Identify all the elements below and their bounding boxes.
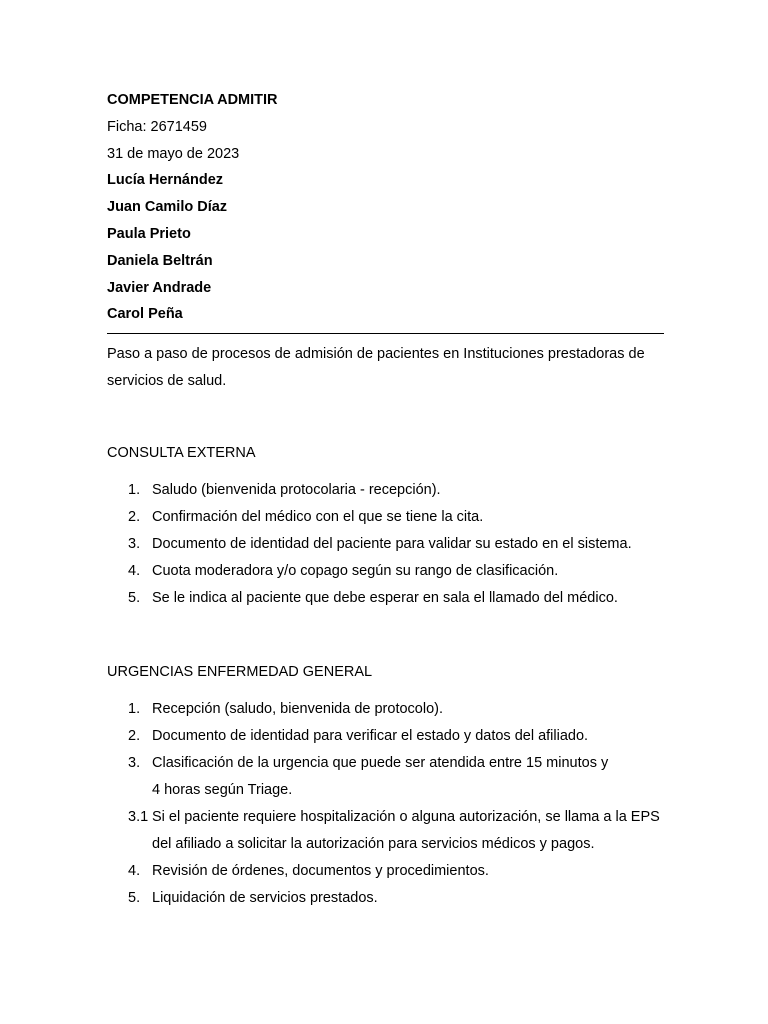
list-item [107, 723, 667, 750]
author-name: Javier Andrade [107, 279, 212, 296]
header-divider [107, 333, 664, 334]
list-item-text: Saludo (bienvenida protocolaria - recepción). [152, 482, 441, 498]
list-item [107, 858, 667, 885]
list-item [107, 750, 667, 804]
list-item-number: 5. [128, 590, 141, 606]
list-item-text: Liquidación de servicios prestados. [152, 890, 378, 906]
list-item-text: Revisión de órdenes, documentos y procedimientos. [152, 863, 489, 879]
list-item-text: Se le indica al paciente que debe esperar en sala el llamado del médico. [152, 590, 618, 606]
list-item-text: Cuota moderadora y/o copago según su rango de clasificación. [152, 563, 559, 579]
list-item-number: 3. [128, 536, 141, 552]
list-item [107, 504, 667, 531]
intro-paragraph: Paso a paso de procesos de admisión de pacientes en Instituciones prestadoras de servicios de salud. [107, 346, 645, 389]
author-name: Carol Peña [107, 306, 183, 323]
section-title-urgencias: URGENCIAS ENFERMEDAD GENERAL [107, 664, 373, 680]
document-header [107, 90, 664, 331]
list-item-number: 1. [128, 701, 141, 717]
steps-list-urgencias [107, 696, 667, 912]
ficha-number: Ficha: 2671459 [107, 118, 207, 135]
list-item-number: 4. [128, 563, 141, 579]
author-name: Juan Camilo Díaz [107, 199, 228, 216]
list-item [107, 696, 667, 723]
list-item-number: 2. [128, 509, 141, 525]
list-item-number: 1. [128, 482, 141, 498]
list-item-number: 4. [128, 863, 141, 879]
list-item [107, 477, 667, 504]
list-item-text: Clasificación de la urgencia que puede ser atendida entre 15 minutos y 4 horas según Triage. [152, 755, 609, 798]
document-date: 31 de mayo de 2023 [107, 145, 240, 162]
list-item [107, 804, 667, 858]
list-item [107, 585, 667, 612]
document-title: COMPETENCIA ADMITIR [107, 92, 278, 108]
list-item-number: 3.1 [128, 809, 149, 825]
steps-list-consulta-externa [107, 477, 667, 612]
list-item-number: 3. [128, 755, 141, 771]
list-item-text: Documento de identidad para verificar el estado y datos del afiliado. [152, 728, 589, 744]
list-item-text: Recepción (saludo, bienvenida de protocolo). [152, 701, 443, 717]
list-item [107, 885, 667, 912]
list-item-text: Documento de identidad del paciente para validar su estado en el sistema. [152, 536, 632, 552]
list-item [107, 531, 667, 558]
list-item-text: Si el paciente requiere hospitalización o alguna autorización, se llama a la EPS del afiliado a solicitar la autorización para servicios médicos y pagos. [152, 809, 660, 852]
author-name: Lucía Hernández [107, 172, 224, 189]
list-item [107, 558, 667, 585]
author-name: Daniela Beltrán [107, 252, 213, 269]
list-item-text: Confirmación del médico con el que se tiene la cita. [152, 509, 484, 525]
list-item-number: 5. [128, 890, 141, 906]
section-title-consulta-externa: CONSULTA EXTERNA [107, 445, 256, 461]
author-name: Paula Prieto [107, 225, 191, 242]
list-item-number: 2. [128, 728, 141, 744]
